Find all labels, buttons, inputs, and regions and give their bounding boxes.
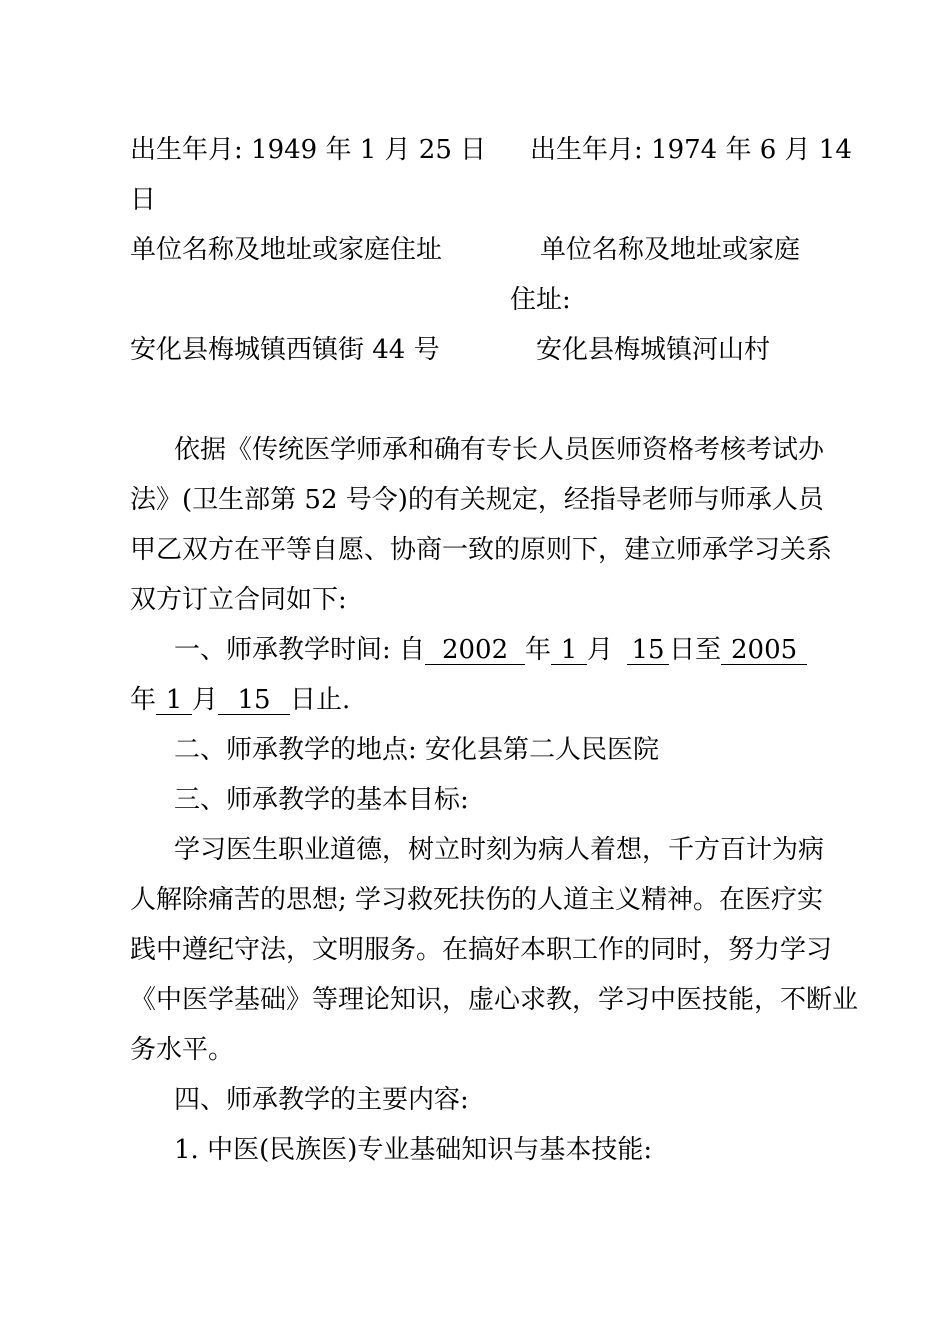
teacher-birth-date: 出生年月: 1949 年 1 月 25 日 (130, 135, 487, 165)
student-address-label-wrap: 住址: (510, 285, 571, 315)
intro-line-3: 甲乙双方在平等自愿、协商一致的原则下，建立师承学习关系 (130, 535, 833, 565)
end-suffix: 日止. (290, 685, 351, 715)
end-year-char: 年 (130, 685, 157, 715)
start-year-char: 年 (525, 635, 552, 665)
intro-line-1: 依据《传统医学师承和确有专长人员医师资格考核考试办 (174, 435, 825, 465)
student-birth-date: 出生年月: 1974 年 6 月 14 (530, 135, 852, 165)
teacher-address: 安化县梅城镇西镇街 44 号 (130, 335, 440, 365)
intro-line-2: 法》(卫生部第 52 号令)的有关规定，经指导老师与师承人员 (130, 485, 824, 515)
end-month-field: 1 (156, 686, 192, 715)
intro-line-4: 双方订立合同如下: (130, 585, 347, 615)
student-address-label: 单位名称及地址或家庭 (540, 235, 801, 265)
student-birth-date-wrap: 日 (130, 185, 157, 215)
section-3-line-1: 学习医生职业道德，树立时刻为病人着想，千方百计为病 (174, 835, 825, 865)
end-day-field: 15 (218, 686, 290, 715)
section-4-title: 四、师承教学的主要内容: (174, 1085, 469, 1115)
end-month-char: 月 (192, 685, 219, 715)
section-1-line-2 (130, 684, 350, 716)
end-year-field: 2005 (721, 636, 807, 665)
section-3-title: 三、师承教学的基本目标: (174, 785, 469, 815)
section-1-line-1 (174, 634, 807, 666)
day-to-text: 日至 (669, 635, 722, 665)
student-address: 安化县梅城镇河山村 (536, 335, 771, 365)
section-3-line-3: 践中遵纪守法，文明服务。在搞好本职工作的同时，努力学习 (130, 935, 833, 965)
start-month-field: 1 (551, 636, 587, 665)
start-day-field: 15 (627, 636, 669, 665)
teacher-address-label: 单位名称及地址或家庭住址 (130, 235, 443, 265)
section-1-prefix: 一、师承教学时间: 自 (174, 635, 426, 665)
section-3-line-4: 《中医学基础》等理论知识，虚心求教，学习中医技能，不断业 (130, 985, 859, 1015)
section-3-line-5: 务水平。 (130, 1035, 235, 1065)
start-month-char: 月 (587, 635, 614, 665)
start-year-field: 2002 (425, 636, 525, 665)
section-2-location: 二、师承教学的地点: 安化县第二人民医院 (174, 735, 660, 765)
section-4-item-1: 1. 中医(民族医)专业基础知识与基本技能: (174, 1135, 653, 1165)
section-3-line-2: 人解除痛苦的思想; 学习救死扶伤的人道主义精神。在医疗实 (130, 885, 824, 915)
